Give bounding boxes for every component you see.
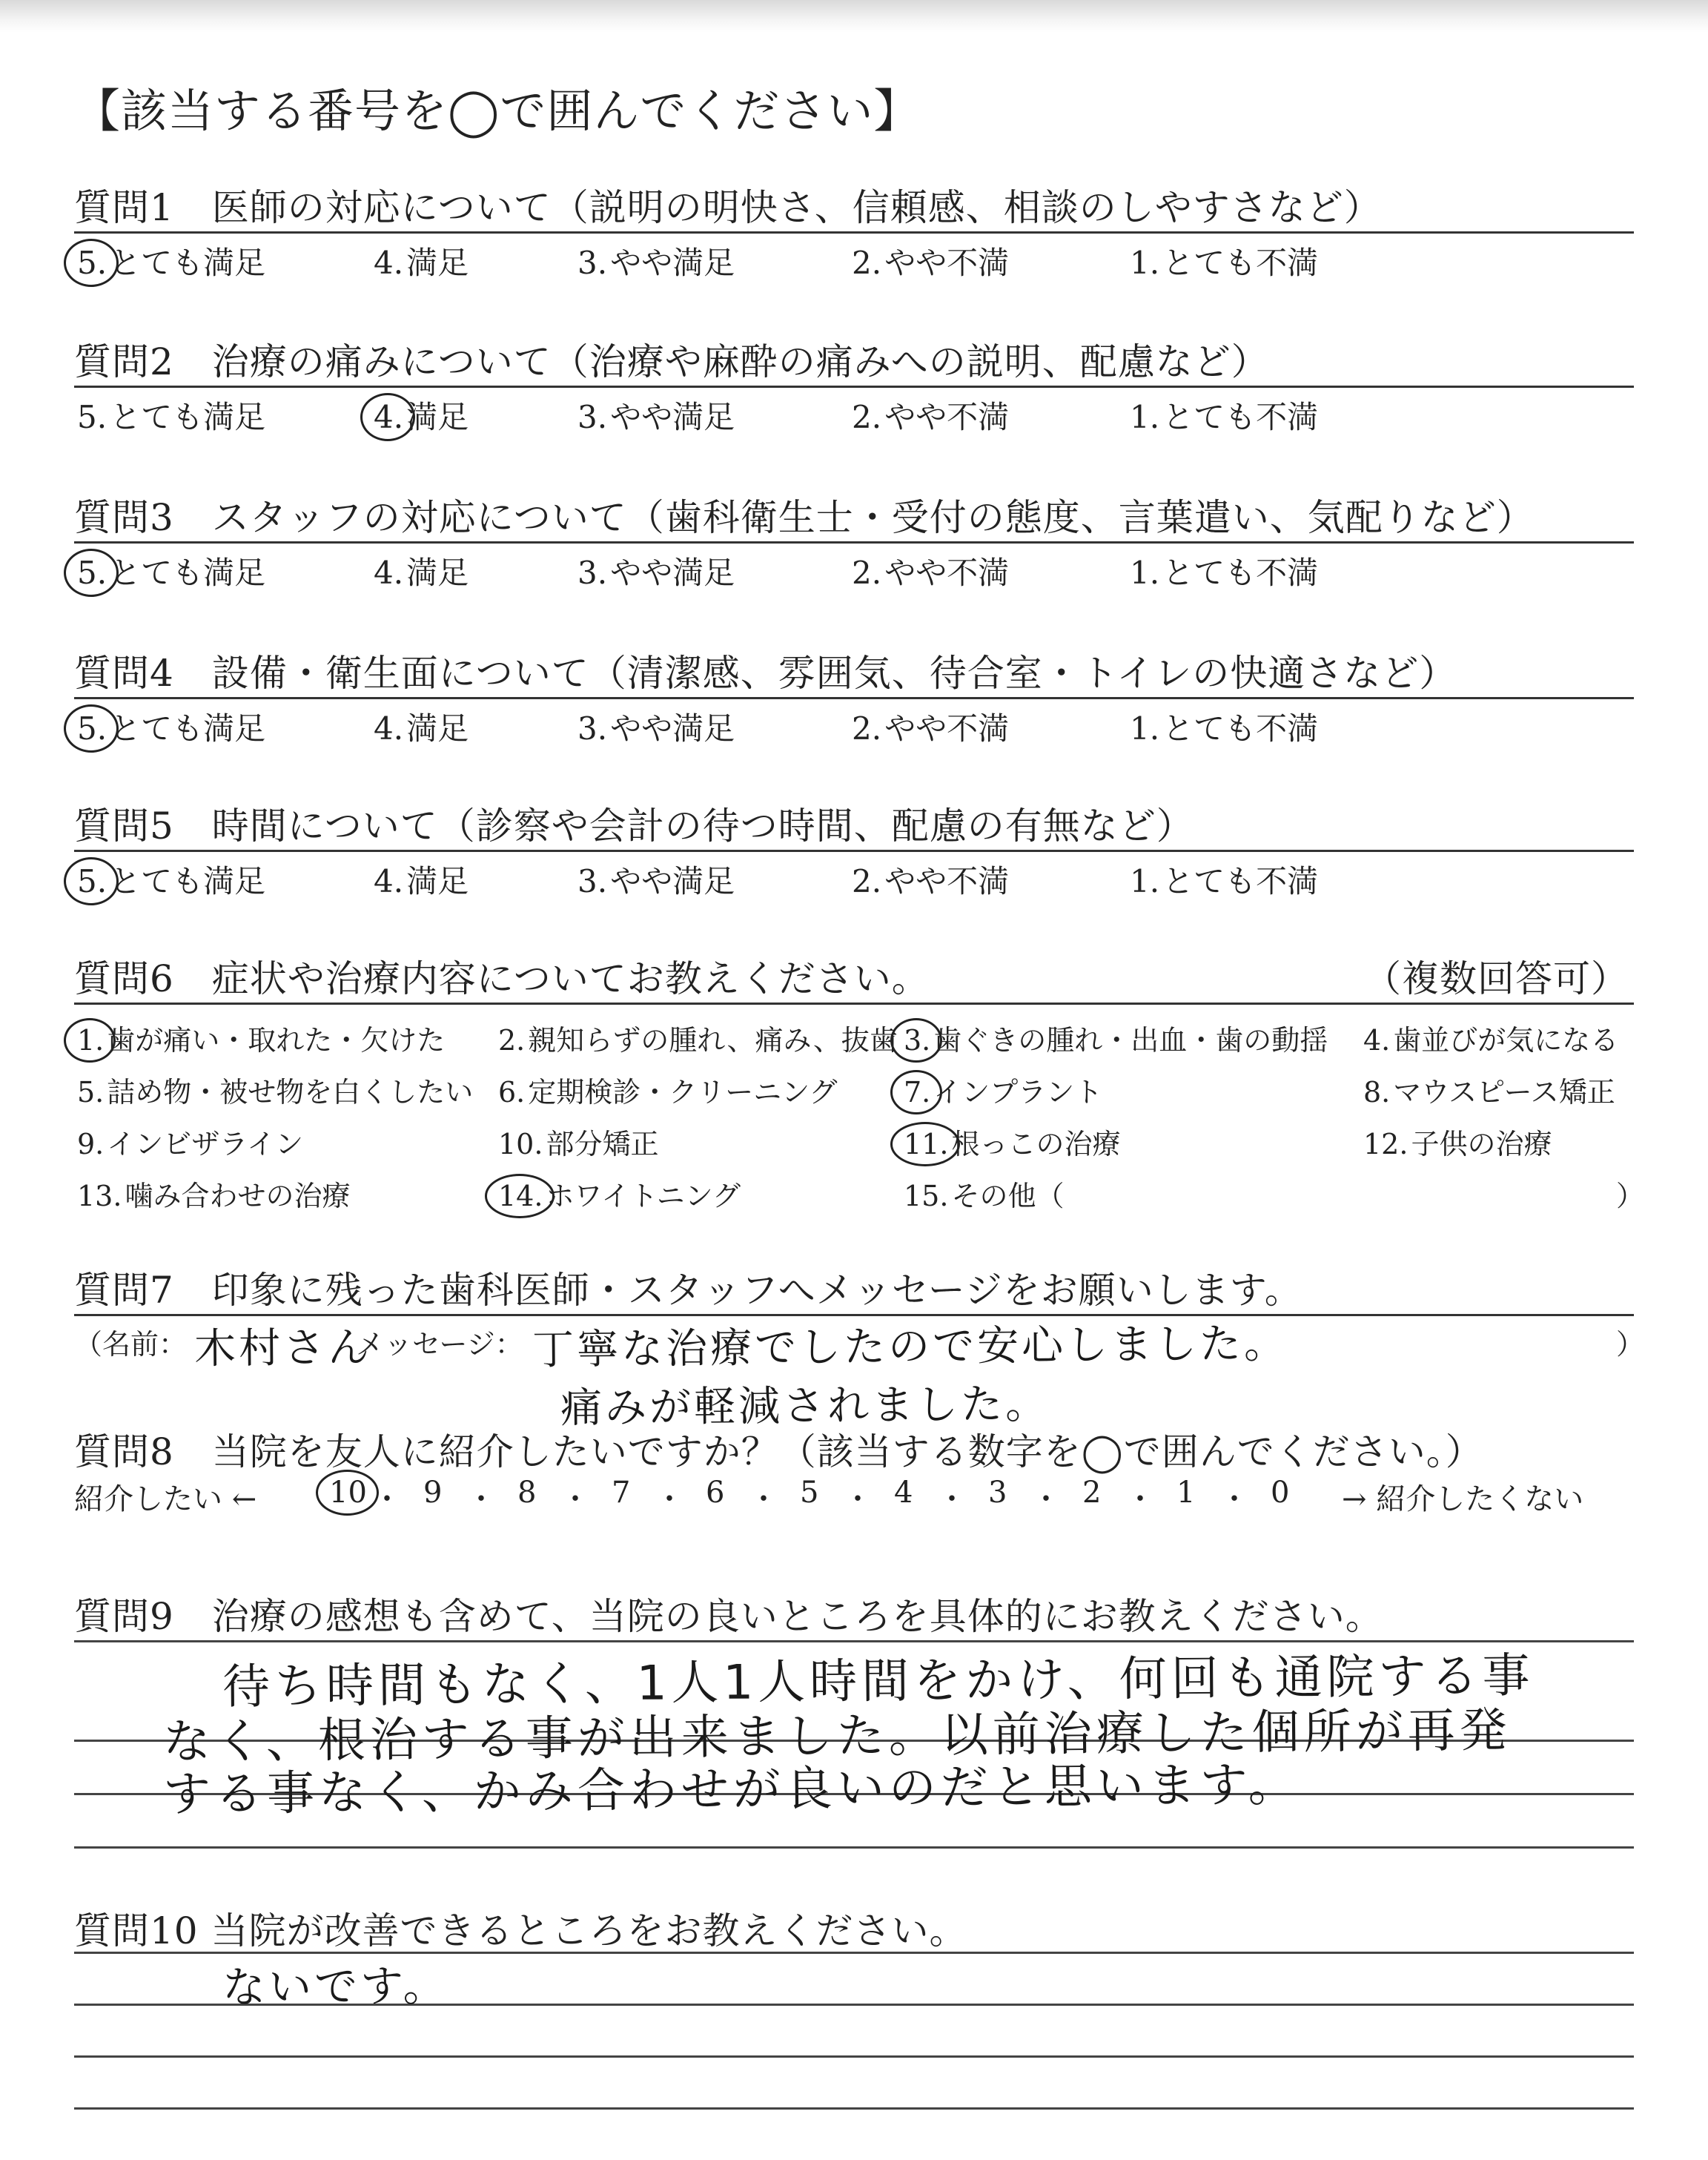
option-label: とても満足: [110, 245, 266, 281]
option-number: 5.: [74, 863, 110, 899]
option-label: 歯ぐきの腫れ・出血・歯の動揺: [933, 1024, 1328, 1057]
q9-title: 質問9 治療の感想も含めて、当院の良いところを具体的にお教えください。: [74, 1595, 1383, 1638]
q4-title: 質問4 設備・衛生面について（清潔感、雰囲気、待合室・トイレの快適さなど）: [74, 652, 1457, 695]
option-number: 4.: [374, 863, 404, 899]
q6-option-13[interactable]: [74, 1173, 350, 1214]
option-label: 詰め物・被せ物を白くしたい: [107, 1076, 474, 1109]
option-number: 4.: [374, 710, 404, 747]
option-number: 5.: [74, 555, 110, 591]
option-label: やや不満: [884, 555, 1010, 591]
option-label: やや不満: [884, 863, 1010, 899]
option-number: 3.: [577, 863, 608, 899]
q9-answer-line-3: する事なく、かみ合わせが良いのだと思います。: [162, 1757, 1300, 1823]
q4-option-4[interactable]: [371, 704, 469, 749]
q8-scale-separator: ・: [466, 1482, 496, 1516]
option-label: とても満足: [110, 555, 266, 591]
q5-option-2[interactable]: [849, 857, 1009, 902]
q4-option-3[interactable]: [575, 704, 735, 749]
option-label: マウスピース矯正: [1393, 1076, 1615, 1109]
option-label: ホワイトニング: [546, 1180, 741, 1212]
q6-option-9[interactable]: [74, 1121, 303, 1162]
option-label: とても不満: [1162, 555, 1319, 591]
q2-option-2[interactable]: [849, 393, 1009, 437]
q6-option-1[interactable]: [74, 1017, 445, 1058]
q8-scale-5[interactable]: 5: [800, 1476, 819, 1510]
q5-option-4[interactable]: [371, 857, 469, 902]
option-label: とても満足: [110, 710, 266, 747]
option-number: 4.: [374, 245, 404, 281]
option-number: 3.: [577, 245, 608, 281]
q5-option-1[interactable]: [1127, 857, 1318, 902]
q9-answer-line-2: なく、根治する事が出来ました。以前治療した個所が再発: [162, 1703, 1512, 1770]
option-label: 満足: [406, 245, 469, 281]
q8-scale-1[interactable]: 1: [1176, 1476, 1196, 1510]
q8-scale-4[interactable]: 4: [894, 1476, 913, 1510]
q6-option-12[interactable]: [1360, 1121, 1552, 1162]
q6-option-11[interactable]: [901, 1121, 1120, 1162]
option-number: 12.: [1363, 1128, 1409, 1160]
q3-option-5[interactable]: [74, 549, 265, 593]
option-number: 2.: [852, 245, 882, 281]
option-number: 3.: [901, 1024, 933, 1057]
option-number: 14.: [495, 1180, 546, 1212]
q6-title: 質問6 症状や治療内容についてお教えください。: [74, 957, 930, 1000]
option-label: とても不満: [1162, 863, 1319, 899]
q8-scale-2[interactable]: 2: [1082, 1476, 1102, 1510]
option-label: 満足: [406, 863, 469, 899]
q4-option-1[interactable]: [1127, 704, 1318, 749]
option-number: 3.: [577, 710, 608, 747]
option-number: 3.: [577, 399, 608, 435]
option-label: 噛み合わせの治療: [125, 1180, 351, 1212]
q6-option-10[interactable]: [495, 1121, 658, 1162]
q8-scale-separator: ・: [1031, 1482, 1061, 1516]
q6-option-4[interactable]: [1360, 1017, 1618, 1058]
q8-scale-7[interactable]: 7: [612, 1476, 631, 1510]
option-label: 定期検診・クリーニング: [528, 1076, 838, 1109]
q3-option-2[interactable]: [849, 549, 1009, 593]
q4-rule: [74, 697, 1634, 699]
option-number: 3.: [577, 555, 608, 591]
q8-scale-separator: ・: [749, 1482, 778, 1516]
option-number: 5.: [74, 245, 110, 281]
option-label: やや満足: [610, 863, 735, 899]
option-label: とても満足: [110, 399, 266, 435]
q8-scale-separator: ・: [843, 1482, 873, 1516]
q6-option-8[interactable]: [1360, 1069, 1615, 1110]
q5-title: 質問5 時間について（診察や会計の待つ時間、配慮の有無など）: [74, 805, 1194, 848]
option-label: 満足: [406, 399, 469, 435]
q2-option-4[interactable]: [371, 393, 469, 437]
q8-scale-9[interactable]: 9: [423, 1476, 443, 1510]
option-number: 1.: [1130, 245, 1160, 281]
option-number: 5.: [77, 1076, 105, 1109]
option-number: 9.: [77, 1128, 105, 1160]
option-number: 8.: [1363, 1076, 1391, 1109]
option-label: インビザライン: [107, 1128, 304, 1160]
q8-title: 質問8 当院を友人に紹介したいですか？（該当する数字を◯で囲んでください。）: [74, 1430, 1483, 1473]
option-number: 2.: [498, 1024, 526, 1057]
option-label: とても満足: [110, 863, 266, 899]
q7-message-label: メッセージ：: [356, 1328, 523, 1361]
q2-rule: [74, 386, 1634, 388]
q6-option-15[interactable]: [901, 1173, 1064, 1214]
q9-line-rule-4: [74, 1846, 1634, 1849]
option-number: 1.: [1130, 555, 1160, 591]
q2-option-3[interactable]: [575, 393, 735, 437]
q2-title: 質問2 治療の痛みについて（治療や麻酔の痛みへの説明、配慮など）: [74, 340, 1269, 383]
q7-title: 質問7 印象に残った歯科医師・スタッフへメッセージをお願いします。: [74, 1269, 1302, 1312]
q6-option-6[interactable]: [495, 1069, 838, 1110]
option-number: 4.: [1363, 1024, 1391, 1057]
option-label: 満足: [406, 555, 469, 591]
option-label: やや不満: [884, 245, 1010, 281]
q3-title: 質問3 スタッフの対応について（歯科衛生士・受付の態度、言葉遣い、気配りなど）: [74, 496, 1535, 539]
q1-option-2[interactable]: [849, 239, 1009, 283]
q3-option-4[interactable]: [371, 549, 469, 593]
option-number: 1.: [1130, 863, 1160, 899]
option-label: やや満足: [610, 399, 735, 435]
q8-right-label: → 紹介したくない: [1342, 1482, 1584, 1516]
q6-option-14[interactable]: [495, 1173, 741, 1214]
q8-scale-separator: ・: [1219, 1482, 1249, 1516]
option-label: 満足: [406, 710, 469, 747]
option-number: 1.: [1130, 399, 1160, 435]
q8-scale-3[interactable]: 3: [988, 1476, 1007, 1510]
q2-option-5[interactable]: [74, 393, 265, 437]
q5-option-3[interactable]: [575, 857, 735, 902]
q7-name-handwritten: 木村さん: [193, 1323, 373, 1374]
q10-answer-line-1: ないです。: [222, 1960, 449, 2013]
option-number: 2.: [852, 710, 882, 747]
option-label: やや不満: [884, 399, 1010, 435]
q8-scale-separator: ・: [560, 1482, 590, 1516]
option-number: 5.: [77, 399, 107, 435]
q8-scale-8[interactable]: 8: [517, 1476, 537, 1510]
option-number: 4.: [371, 399, 406, 435]
q10-line-rule-3: [74, 2055, 1634, 2058]
q6-other-close: ）: [1616, 1180, 1645, 1212]
scan-top-edge: [0, 0, 1708, 33]
option-number: 2.: [852, 863, 882, 899]
form-heading: 【該当する番号を◯で囲んでください】: [74, 84, 921, 138]
option-label: インプラント: [933, 1076, 1103, 1109]
q3-option-3[interactable]: [575, 549, 735, 593]
q7-message-line-2: 痛みが軽減されました。: [560, 1380, 1050, 1433]
option-label: 子供の治療: [1411, 1128, 1552, 1160]
q1-rule: [74, 231, 1634, 234]
option-label: やや不満: [884, 710, 1010, 747]
option-label: やや満足: [610, 555, 735, 591]
q8-scale-10[interactable]: 10: [326, 1476, 370, 1510]
q3-option-1[interactable]: [1127, 549, 1318, 593]
q3-rule: [74, 541, 1634, 544]
q6-option-7[interactable]: [901, 1069, 1102, 1110]
option-label: 親知らずの腫れ、痛み、抜歯: [528, 1024, 898, 1057]
q1-option-4[interactable]: [371, 239, 469, 283]
q10-title: 質問10 当院が改善できるところをお教えください。: [74, 1909, 967, 1952]
q1-option-1[interactable]: [1127, 239, 1318, 283]
option-label: 部分矯正: [546, 1128, 659, 1160]
option-number: 2.: [852, 555, 882, 591]
q8-scale-separator: ・: [655, 1482, 684, 1516]
option-label: とても不満: [1162, 399, 1319, 435]
q6-multi-answer-note: （複数回答可）: [1364, 957, 1629, 1000]
q8-scale-separator: ・: [372, 1482, 402, 1516]
q1-option-3[interactable]: [575, 239, 735, 283]
option-number: 11.: [901, 1128, 951, 1160]
q8-scale-separator: ・: [1125, 1482, 1155, 1516]
q7-message-line-1: 丁寧な治療でしたので安心しました。: [532, 1319, 1289, 1375]
q4-option-2[interactable]: [849, 704, 1009, 749]
q6-option-2[interactable]: [495, 1017, 898, 1058]
option-number: 6.: [498, 1076, 526, 1109]
option-number: 4.: [374, 555, 404, 591]
q6-option-5[interactable]: [74, 1069, 473, 1110]
q7-close: ）: [1616, 1328, 1645, 1361]
option-number: 5.: [74, 710, 110, 747]
option-number: 2.: [852, 399, 882, 435]
option-number: 10.: [498, 1128, 543, 1160]
option-label: とても不満: [1162, 710, 1319, 747]
q6-rule: [74, 1003, 1634, 1005]
option-number: 15.: [904, 1180, 949, 1212]
option-label: とても不満: [1162, 245, 1319, 281]
q8-scale-separator: ・: [937, 1482, 967, 1516]
q10-line-rule-4: [74, 2107, 1634, 2110]
q1-title: 質問1 医師の対応について（説明の明快さ、信頼感、相談のしやすさなど）: [74, 186, 1382, 229]
option-number: 7.: [901, 1076, 933, 1109]
q9-answer-line-1: 待ち時間もなく、1人1人時間をかけ、何回も通院する事: [222, 1648, 1535, 1715]
q8-scale-6[interactable]: 6: [706, 1476, 725, 1510]
option-number: 1.: [74, 1024, 107, 1057]
q1-option-5[interactable]: [74, 239, 265, 283]
option-number: 1.: [1130, 710, 1160, 747]
option-label: やや満足: [610, 245, 735, 281]
q8-left-label: 紹介したい ←: [74, 1482, 257, 1516]
q8-scale-0[interactable]: 0: [1271, 1476, 1290, 1510]
q7-name-label: （名前：: [74, 1328, 188, 1361]
q5-option-5[interactable]: [74, 857, 265, 902]
q5-rule: [74, 850, 1634, 852]
option-label: 根っこの治療: [951, 1128, 1121, 1160]
option-label: やや満足: [610, 710, 735, 747]
q4-option-5[interactable]: [74, 704, 265, 749]
option-number: 13.: [77, 1180, 122, 1212]
q2-option-1[interactable]: [1127, 393, 1318, 437]
option-label: 歯が痛い・取れた・欠けた: [107, 1024, 446, 1057]
option-label: その他（: [951, 1180, 1065, 1212]
q6-option-3[interactable]: [901, 1017, 1328, 1058]
option-label: 歯並びが気になる: [1393, 1024, 1619, 1057]
